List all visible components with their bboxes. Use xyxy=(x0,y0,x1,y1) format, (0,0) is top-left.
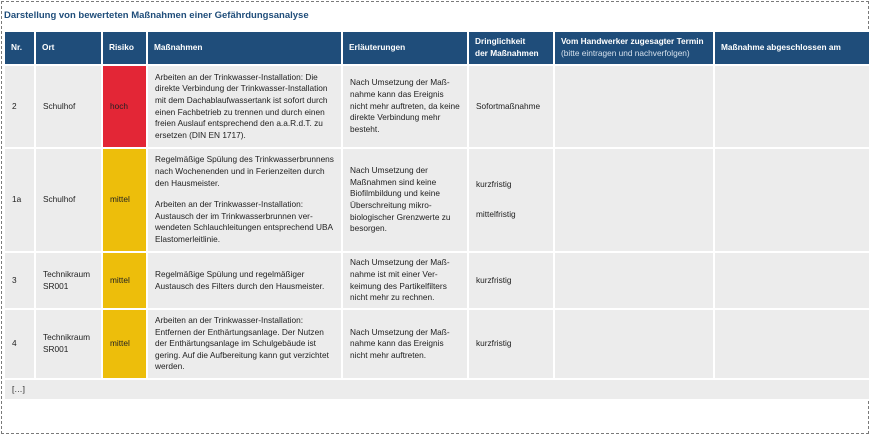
cell-abgeschlossen[interactable] xyxy=(714,252,870,309)
cell-ort: Technikraum SR001 xyxy=(35,252,102,309)
cell-dringlichkeit: kurzfristig xyxy=(468,309,554,379)
header-ort: Ort xyxy=(35,31,102,65)
dringlichkeit-part-2: mittelfristig xyxy=(476,209,516,219)
cell-risiko-medium: mittel xyxy=(102,148,147,252)
paragraph-gap xyxy=(155,189,334,199)
cell-termin[interactable] xyxy=(554,309,714,379)
cell-massnahme: Arbeiten an der Trinkwasser-Installation: Die direkte Verbindung der Trinkwasser-Installation mit dem Dachablaufwassertank ist sofort durch einen Fachbetrieb zu trennen und durch einen freien Auslauf entsprechend den a.a.R.d.T. zu ersetzen (DIN EN 1717). xyxy=(147,65,342,148)
cell-ort: Schulhof xyxy=(35,148,102,252)
cell-termin[interactable] xyxy=(554,148,714,252)
header-dringlichkeit-line1: Dringlichkeit xyxy=(475,36,526,47)
cell-risiko-high: hoch xyxy=(102,65,147,148)
cell-erlaeuterung: Nach Umsetzung der Maßnahmen sind keine Biofilmbildung und keine Überschreitung mikro-biologischer Grenzwerte zu besorgen. xyxy=(342,148,468,252)
cell-ort: Technikraum SR001 xyxy=(35,309,102,379)
cell-massnahme xyxy=(147,148,342,252)
cell-risiko-medium: mittel xyxy=(102,309,147,379)
cell-erlaeuterung: Nach Umsetzung der Maß-nahme ist mit einer Ver-keimung des Partikelfilters nicht mehr zu rechnen. xyxy=(342,252,468,309)
table-header-row xyxy=(4,31,870,65)
cell-nr: 3 xyxy=(4,252,35,309)
massnahme-part-1: Regelmäßige Spülung des Trinkwasserbrunnens nach Wochenenden und in Ferienzeiten durch den Hausmeister. xyxy=(155,154,334,188)
cell-erlaeuterung: Nach Umsetzung der Maß-nahme kann das Ereignis nicht mehr auftreten. xyxy=(342,309,468,379)
cell-erlaeuterung: Nach Umsetzung der Maß-nahme kann das Ereignis nicht mehr auftreten, da keine direkte Verbindung mehr besteht. xyxy=(342,65,468,148)
cell-ort: Schulhof xyxy=(35,65,102,148)
cell-abgeschlossen[interactable] xyxy=(714,309,870,379)
cell-abgeschlossen[interactable] xyxy=(714,65,870,148)
header-abgeschlossen: Maßnahme abgeschlossen am xyxy=(714,31,870,65)
table-row xyxy=(4,65,870,148)
table-row xyxy=(4,252,870,309)
cell-termin[interactable] xyxy=(554,252,714,309)
cell-nr: 2 xyxy=(4,65,35,148)
dringlichkeit-part-1: kurzfristig xyxy=(476,179,512,190)
cell-risiko-medium: mittel xyxy=(102,252,147,309)
cell-nr: 1a xyxy=(4,148,35,252)
cell-dringlichkeit: Sofortmaßnahme xyxy=(468,65,554,148)
header-massnahmen: Maßnahmen xyxy=(147,31,342,65)
cell-abgeschlossen[interactable] xyxy=(714,148,870,252)
massnahme-part-2: Arbeiten an der Trinkwasser-Installation: Austausch der im Trinkwasserbrunnen ver-wendeten Schlauchleitungen entsprechend UBA Elastomerleitlinie. xyxy=(155,199,333,245)
cell-massnahme: Regelmäßige Spülung und regelmäßiger Austausch des Filters durch den Hausmeister. xyxy=(147,252,342,309)
ellipsis-cell: […] xyxy=(4,379,870,400)
header-erlaeuterungen: Erläuterungen xyxy=(342,31,468,65)
header-nr: Nr. xyxy=(4,31,35,65)
header-dringlichkeit xyxy=(468,31,554,65)
header-risiko: Risiko xyxy=(102,31,147,65)
cell-termin[interactable] xyxy=(554,65,714,148)
cell-nr: 4 xyxy=(4,309,35,379)
ellipsis-row xyxy=(4,379,870,400)
header-termin xyxy=(554,31,714,65)
measures-table xyxy=(3,30,871,401)
header-termin-sub: (bitte eintragen und nachverfolgen) xyxy=(561,48,690,58)
cell-dringlichkeit: kurzfristig xyxy=(468,252,554,309)
paragraph-gap xyxy=(476,191,546,209)
cell-dringlichkeit xyxy=(468,148,554,252)
table-row xyxy=(4,148,870,252)
cell-massnahme: Arbeiten an der Trinkwasser-Installation: Entfernen der Enthärtungsanlage. Der Nutzen der Enthärtungsanlage im Schulgebäude ist gering. Auf die Aufbereitung kann gut verzichtet werden. xyxy=(147,309,342,379)
header-termin-label: Vom Handwerker zugesagter Termin xyxy=(561,36,704,47)
header-dringlichkeit-line2: der Maßnahmen xyxy=(475,48,539,58)
page-title: Darstellung von bewerteten Maßnahmen einer Gefährdungsanalyse xyxy=(4,10,309,21)
table-row xyxy=(4,309,870,379)
